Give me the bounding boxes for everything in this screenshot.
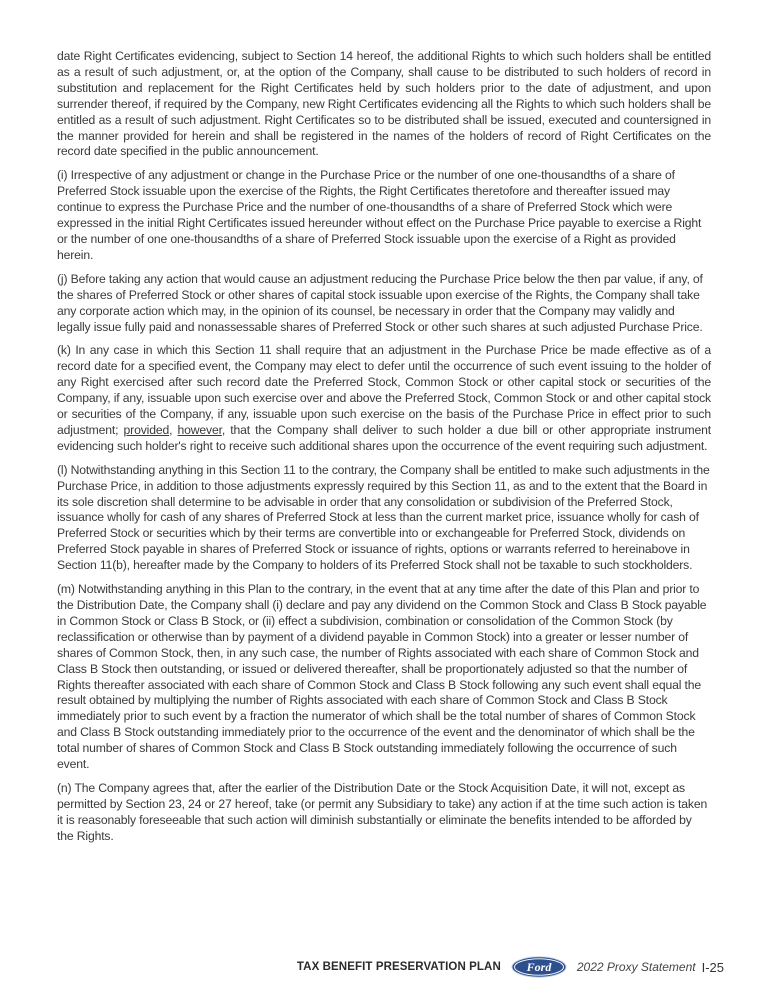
paragraph-continuation: date Right Certificates evidencing, subject to Section 14 hereof, the additional Rights to which such holders shall be entitled as a result of such adjustment, or, at the option of the Company, shall cause to be distributed to such holders of record in substitution and replacement for the Right Certificates held by such holders prior to the date of adjustment, and upon surrender thereof, if required by the Company, new Right Certificates evidencing all the Rights to which such holders shall be entitled as a result of such adjustment. Right Certificates so to be distributed shall be issued, executed and countersigned in the manner provided for herein and shall be registered in the names of the holders of record of Right Certificates on the record date specified in the public announcement. <box>57 49 711 159</box>
however-term: however <box>177 422 222 437</box>
page-number: I-25 <box>701 959 724 975</box>
paragraph-n: (n) The Company agrees that, after the earlier of the Distribution Date or the Stock Acquisition Date, it will not, except as permitted by Section 23, 24 or 27 hereof, take (or permit any Subsidiary to take) any action if at the time such action is taken it is reasonably foreseeable that such action will diminish substantially or eliminate the benefits intended to be afforded by the Rights. <box>57 780 708 843</box>
document-page <box>57 49 711 853</box>
paragraph-k-text-2: , that the Company shall deliver to such holder a due bill or other appropriate instrument evidencing such holder's right to receive such additional shares upon the occurrence of the event requiring such adjustment. <box>57 422 711 453</box>
paragraph-k <box>57 343 711 454</box>
page-footer <box>297 955 724 979</box>
footer-document-title: 2022 Proxy Statement <box>576 960 696 974</box>
paragraph-i: (i) Irrespective of any adjustment or change in the Purchase Price or the number of one one-thousandths of a share of Preferred Stock issuable upon the exercise of the Rights, the Right Certificates theretofore and thereafter issued may continue to express the Purchase Price and the number of one-thousandths of a share of Preferred Stock which were expressed in the initial Right Certificates issued hereunder without effect on the Purchase Price payable to exercise a Right or the number of one one-thousandths of a share of Preferred Stock issuable upon the exercise of a Right as provided herein. <box>57 168 702 262</box>
logo-wordmark: Ford <box>526 960 552 974</box>
paragraph-j: (j) Before taking any action that would cause an adjustment reducing the Purchase Price below the then par value, if any, of the shares of Preferred Stock or other shares of capital stock issuable upon exercise of the Rights, the Company shall take any corporate action which may, in the opinion of its counsel, be necessary in order that the Company may validly and legally issue fully paid and nonassessable shares of Preferred Stock or other such shares at such adjusted Purchase Price. <box>57 271 703 334</box>
footer-section-title: TAX BENEFIT PRESERVATION PLAN <box>296 961 501 973</box>
paragraph-m: (m) Notwithstanding anything in this Plan to the contrary, in the event that at any time after the date of this Plan and prior to the Distribution Date, the Company shall (i) declare and pay any dividend on the Common Stock and Class B Stock payable in Common Stock or Class B Stock, or (ii) effect a subdivision, combination or consolidation of the Common Stock (by reclassification or otherwise than by payment of a dividend payable in Common Stock) into a greater or lesser number of shares of Common Stock, then, in any such case, the number of Rights associated with each share of Common Stock and Class B Stock then outstanding, or issued or delivered thereafter, shall be proportionately adjusted so that the number of Rights thereafter associated with each share of Common Stock and Class B Stock following any such event shall equal the result obtained by multiplying the number of Rights associated with each share of Common Stock and Class B Stock immediately prior to such event by a fraction the numerator of which shall be the total number of shares of Common Stock and Class B Stock outstanding immediately prior to the occurrence of the event and the denominator of which shall be the total number of shares of Common Stock and Class B Stock outstanding immediately following the occurrence of such event. <box>57 582 707 772</box>
paragraph-k-text-1: (k) In any case in which this Section 11 shall require that an adjustment in the Purchase Price be made effective as of a record date for a specified event, the Company may elect to defer until the occurrence of such event issuing to the holder of any Right exercised after such record date the Preferred Stock, Common Stock or other capital stock or securities of the Company, if any, issuable upon such exercise over and above the Preferred Stock, Common Stock or and other capital stock or securities of the Company, if any, issuable upon such exercise on the basis of the Purchase Price in effect prior to such adjustment; <box>57 343 711 437</box>
paragraph-l: (l) Notwithstanding anything in this Section 11 to the contrary, the Company shall be entitled to make such adjustments in the Purchase Price, in addition to those adjustments expressly required by this Section 11, as and to the extent that the Board in its sole discretion shall determine to be advisable in order that any consolidation or subdivision of the Preferred Stock, issuance wholly for cash of any shares of Preferred Stock at less than the current market price, issuance wholly for cash of Preferred Stock or securities which by their terms are convertible into or exchangeable for Preferred Stock, dividends on Preferred Stock payable in shares of Preferred Stock or issuance of rights, options or warrants referred to hereinabove in Section 11(b), hereafter made by the Company to holders of its Preferred Stock shall not be taxable to such stockholders. <box>57 462 710 573</box>
provided-term: provided <box>123 422 170 437</box>
ford-oval-logo-icon <box>511 956 567 978</box>
paragraph-k-comma: , <box>169 422 178 437</box>
